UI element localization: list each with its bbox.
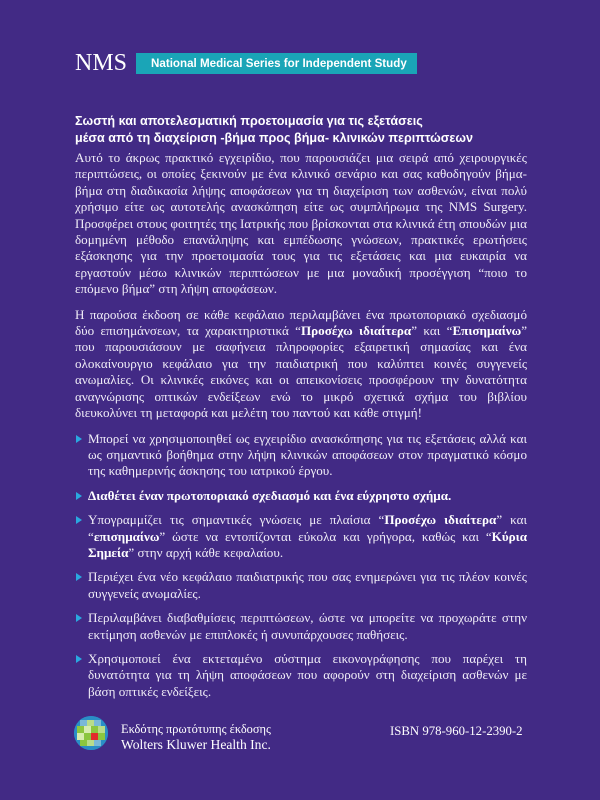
text: ” ώστε να εντοπίζονται εύκολα και γρήγορα, καθώς και “ — [159, 528, 492, 544]
triangle-bullet-icon — [76, 655, 82, 663]
triangle-bullet-icon — [76, 573, 82, 581]
nms-logo: NMS — [75, 50, 128, 76]
list-item-text: Διαθέτει έναν πρωτοποριακό σχεδιασμό και ένα εύχρηστο σχήμα. — [88, 487, 452, 503]
text: ” που παρουσιάσουν με σαφήνεια πληροφορίες εξαιρετική σημασίας και ένα ολοκαίνουργιο κεφάλαιο για την παιδιατρική που καλύπτει κοινές συγγενείς ανωμαλίες. Οι κλινικές εικόνες και οι απεικονίσεις προσφέρουν την δυνατότητα αναγνώρισης οπτικών ενδείξεων ενώ το μικρό σχετικά σχήμα του βιβλίου διευκολύνει τη μεταφορά και μελέτη του παντού και κάθε στιγμή! — [75, 323, 527, 421]
subtitle-line-2: μέσα από τη διαχείριση -βήμα προς βήμα- κλινικών περιπτώσεων — [75, 131, 474, 145]
intro-paragraph: Αυτό το άκρως πρακτικό εγχειρίδιο, που παρουσιάζει μια σειρά από χειρουργικές περιπτώσεις, οι οποίες ξεκινούν με ένα κλινικό σενάριο και σας καθοδηγούν βήμα-βήμα στη διαδικασία λήψης αποφάσεων για τη διαχείριση των ασθενών, είναι πολύ χρήσιμο είτε ως αυτοτελής ανασκόπηση είτε ως συμπλήρωμα της NMS Surgery. Προσφέρει στους φοιτητές της Ιατρικής που βρίσκονται στα κλινικά έτη σπουδών μια δομημένη μέθοδο επανάληψης και εμπέδωσης γνώσεων, πρακτικές ερωτήσεις εξάσκησης για την προετοιμασία τους για τις εξετάσεις και μια ευκαιρία να εργαστούν μέσω κλινικών περιπτώσεων με μια μοναδική προσέγγιση “ποιο το επόμενο βήμα” στη λήψη αποφάσεων. — [75, 150, 527, 297]
triangle-bullet-icon — [76, 492, 82, 500]
list-item-text: Περιέχει ένα νέο κεφάλαιο παιδιατρικής που σας ενημερώνει για τις πλέον κοινές συγγενείς ανωμαλίες. — [88, 569, 527, 601]
text: Η παρούσα έκδοση σε κάθε κεφάλαιο περιλαμβάνει ένα πρωτοποριακό σχεδιασμό δύο επισημάνσεων, τα χαρακτηριστικά “ — [75, 306, 527, 339]
isbn: ISBN 978-960-12-2390-2 — [390, 724, 523, 738]
highlight-term: Επισημαίνω — [452, 323, 522, 339]
triangle-bullet-icon — [76, 614, 82, 622]
series-header — [75, 51, 417, 75]
text: ” στην αρχή κάθε κεφαλαίου. — [128, 544, 284, 560]
highlight-term: επισημαίνω — [93, 528, 160, 544]
list-item-text: Μπορεί να χρησιμοποιηθεί ως εγχειρίδιο ανασκόπησης για τις εξετάσεις αλλά και ως σημαντικό βοήθημα στην λήψη κλινικών αποφάσεων στον πραγματικό κόσμο της καθημερινής άσκησης του ιατρικού έργου. — [88, 430, 527, 479]
logo-mosaic-icon — [74, 716, 108, 750]
text: ” και “ — [88, 512, 528, 544]
highlight-term: Προσέχω ιδιαίτερα — [300, 323, 412, 339]
highlight-term: Προσέχω ιδιαίτερα — [384, 512, 497, 528]
publisher-name: Wolters Kluwer Health Inc. — [121, 737, 271, 752]
back-cover-subtitle — [75, 113, 545, 147]
text: Υπογραμμίζει τις σημαντικές γνώσεις με πλαίσια “ — [88, 512, 385, 528]
feature-list — [75, 431, 527, 701]
back-cover-body — [75, 150, 527, 708]
publisher-label: Εκδότης πρωτότυπης έκδοσης — [121, 722, 271, 736]
edition-paragraph — [75, 307, 527, 422]
list-item — [75, 569, 527, 602]
list-item — [75, 512, 527, 561]
subtitle-line-1: Σωστή και αποτελεσματική προετοιμασία για τις εξετάσεις — [75, 114, 423, 128]
list-item-text: Περιλαμβάνει διαβαθμίσεις περιπτώσεων, ώστε να μπορείτε να προχωράτε στην εκτίμηση ασθενών με επιπλοκές ή συνυπάρχουσες παθήσεις. — [88, 610, 527, 642]
list-item — [75, 610, 527, 643]
list-item-text: Χρησιμοποιεί ένα εκτεταμένο σύστημα εικονογράφησης που παρέχει τη δυνατότητα για τη λήψη αποφάσεων που αφορούν στη διαχείριση ασθενών με βάση οπτικές ενδείξεις. — [88, 650, 527, 699]
triangle-bullet-icon — [76, 516, 82, 524]
list-item — [75, 651, 527, 700]
series-name-bar: National Medical Series for Independent Study — [136, 53, 417, 74]
highlight-term: Κύρια Σημεία — [88, 528, 527, 560]
triangle-bullet-icon — [76, 435, 82, 443]
text: ” και “ — [411, 323, 453, 339]
list-item — [75, 488, 527, 504]
publisher-info — [121, 721, 271, 753]
list-item — [75, 431, 527, 480]
wolters-kluwer-logo-icon — [74, 716, 108, 750]
